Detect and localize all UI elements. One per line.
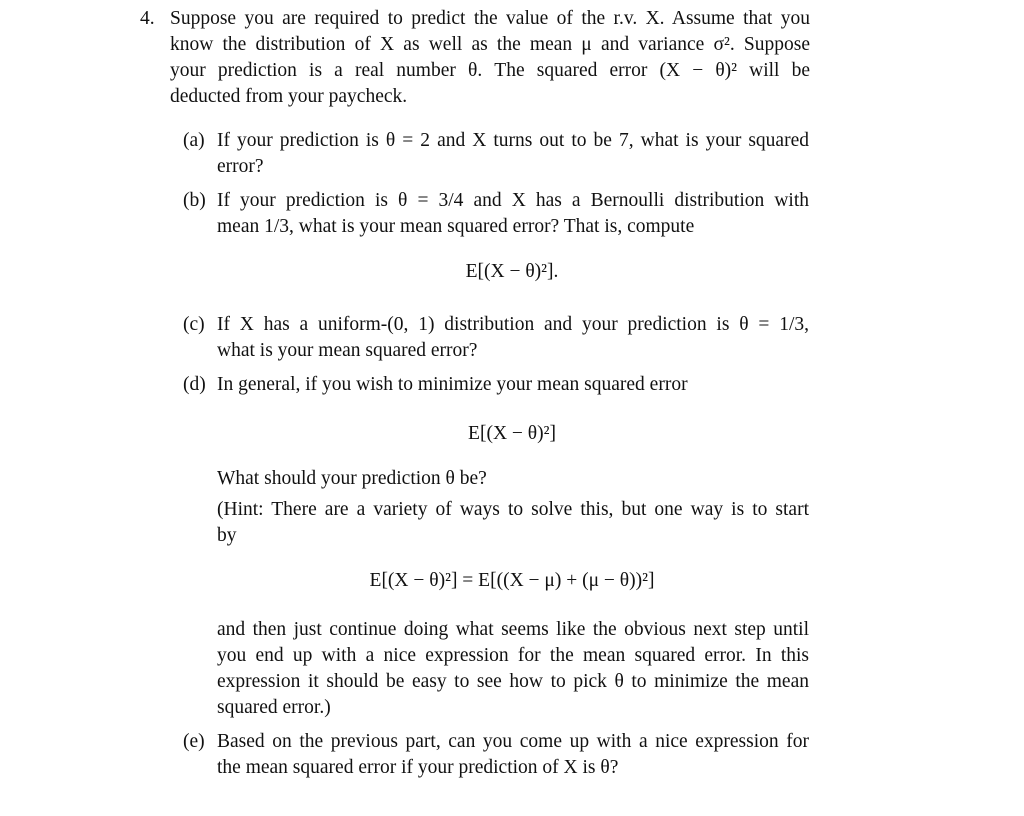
- part-d-hint: [217, 497, 809, 549]
- part-c-line: what is your mean squared error?: [217, 340, 478, 361]
- part-d-after: [217, 617, 809, 721]
- part-d-question: [217, 466, 809, 492]
- part-d-equation: E[(X − θ)²]: [468, 423, 556, 444]
- part-b-line: mean 1/3, what is your mean squared error? That is, compute: [217, 216, 695, 237]
- part-e-text: [217, 729, 809, 781]
- part-b-label: (b): [183, 190, 206, 211]
- part-d-label: (d): [183, 374, 206, 395]
- intro-line: deducted from your paycheck.: [170, 86, 408, 107]
- part-c-label: (c): [183, 314, 205, 335]
- part-a-line: error?: [217, 156, 264, 177]
- part-b-line: If your prediction is θ = 3/4 and X has a Bernoulli distribution with: [217, 190, 809, 211]
- part-d-hint-line: (Hint: There are a variety of ways to solve this, but one way is to start: [217, 499, 809, 520]
- part-d-after-line: squared error.): [217, 697, 331, 718]
- part-a-text: [217, 128, 809, 180]
- part-c-text: [217, 312, 809, 364]
- part-e-line: Based on the previous part, can you come up with a nice expression for: [217, 731, 809, 752]
- part-d-after-line: you end up with a nice expression for the mean squared error. In this: [217, 645, 809, 666]
- part-a-line: If your prediction is θ = 2 and X turns out to be 7, what is your squared: [217, 130, 809, 151]
- part-e-label: (e): [183, 731, 205, 752]
- problem-intro: [170, 6, 810, 110]
- part-d-line: In general, if you wish to minimize your mean squared error: [217, 374, 688, 395]
- problem-number: 4.: [140, 8, 155, 29]
- part-d-text: [217, 372, 809, 398]
- part-b-equation: E[(X − θ)²].: [465, 261, 559, 282]
- part-d-hint-line: by: [217, 525, 237, 546]
- intro-line: Suppose you are required to predict the value of the r.v. X. Assume that you: [170, 8, 810, 29]
- part-d-question-line: What should your prediction θ be?: [217, 468, 487, 489]
- part-b-text: [217, 188, 809, 240]
- intro-line: your prediction is a real number θ. The squared error (X − θ)² will be: [170, 60, 810, 81]
- part-c-line: If X has a uniform-(0, 1) distribution and your prediction is θ = 1/3,: [217, 314, 809, 335]
- part-d-after-line: expression it should be easy to see how to pick θ to minimize the mean: [217, 671, 809, 692]
- part-a-label: (a): [183, 130, 205, 151]
- part-d-after-line: and then just continue doing what seems like the obvious next step until: [217, 619, 809, 640]
- part-e-line: the mean squared error if your prediction of X is θ?: [217, 757, 619, 778]
- part-d-hint-equation: E[(X − θ)²] = E[((X − μ) + (μ − θ))²]: [369, 570, 655, 591]
- intro-line: know the distribution of X as well as the mean μ and variance σ². Suppose: [170, 34, 810, 55]
